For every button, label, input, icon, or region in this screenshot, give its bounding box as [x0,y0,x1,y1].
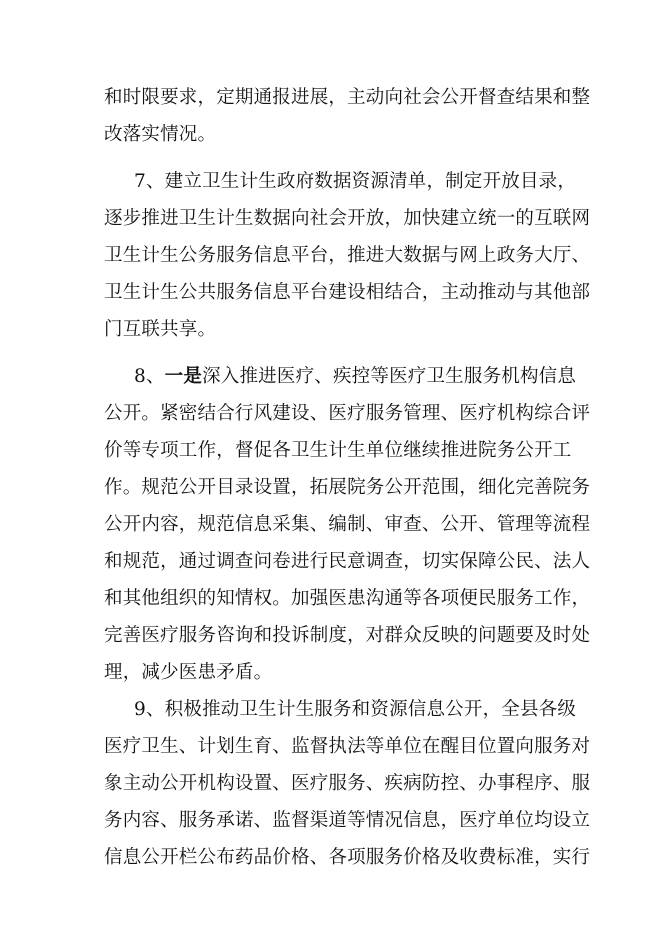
text-line: 改落实情况。 [104,124,217,145]
text-line: 公开。紧密结合行风建设、医疗服务管理、医疗机构综合评 [104,403,591,424]
text-line: 9、积极推动卫生计生服务和资源信息公开，全县各级 [134,699,577,720]
text-line: 理，减少医患矛盾。 [104,662,273,683]
text-line: 作。规范公开目录设置，拓展院务公开范围，细化完善院务 [104,477,591,498]
text-line: 7、建立卫生计生政府数据资源清单，制定开放目录， [134,171,577,192]
text-line: 卫生计生公共服务信息平台建设相结合，主动推动与其他部 [104,282,591,303]
text-line: 医疗卫生、计划生育、监督执法等单位在醒目位置向服务对 [104,736,591,757]
text-line: 门互联共享。 [104,319,217,340]
text-line: 务内容、服务承诺、监督渠道等情况信息，医疗单位均设立 [104,810,591,831]
text-line: 和规范，通过调查问卷进行民意调查，切实保障公民、法人 [104,551,591,572]
emphasis-text: 一是 [164,366,203,387]
text-line [134,365,576,389]
text-line: 完善医疗服务咨询和投诉制度，对群众反映的问题要及时处 [104,625,591,646]
text-line: 和时限要求，定期通报进展，主动向社会公开督查结果和整 [104,87,591,108]
text-line: 和其他组织的知情权。加强医患沟通等各项便民服务工作， [104,588,591,609]
text-line: 价等专项工作，督促各卫生计生单位继续推进院务公开工 [104,440,572,461]
text-line: 公开内容，规范信息采集、编制、审查、公开、管理等流程 [104,514,591,535]
text-line: 逐步推进卫生计生数据向社会开放，加快建立统一的互联网 [104,208,591,229]
text-line: 信息公开栏公布药品价格、各项服务价格及收费标准，实行 [104,847,591,868]
line-rest: 深入推进医疗、疾控等医疗卫生服务机构信息 [202,366,577,387]
item-number: 8、 [134,366,165,387]
text-line: 卫生计生公务服务信息平台，推进大数据与网上政务大厅、 [104,245,591,266]
text-line: 象主动公开机构设置、医疗服务、疾病防控、办事程序、服 [104,773,591,794]
